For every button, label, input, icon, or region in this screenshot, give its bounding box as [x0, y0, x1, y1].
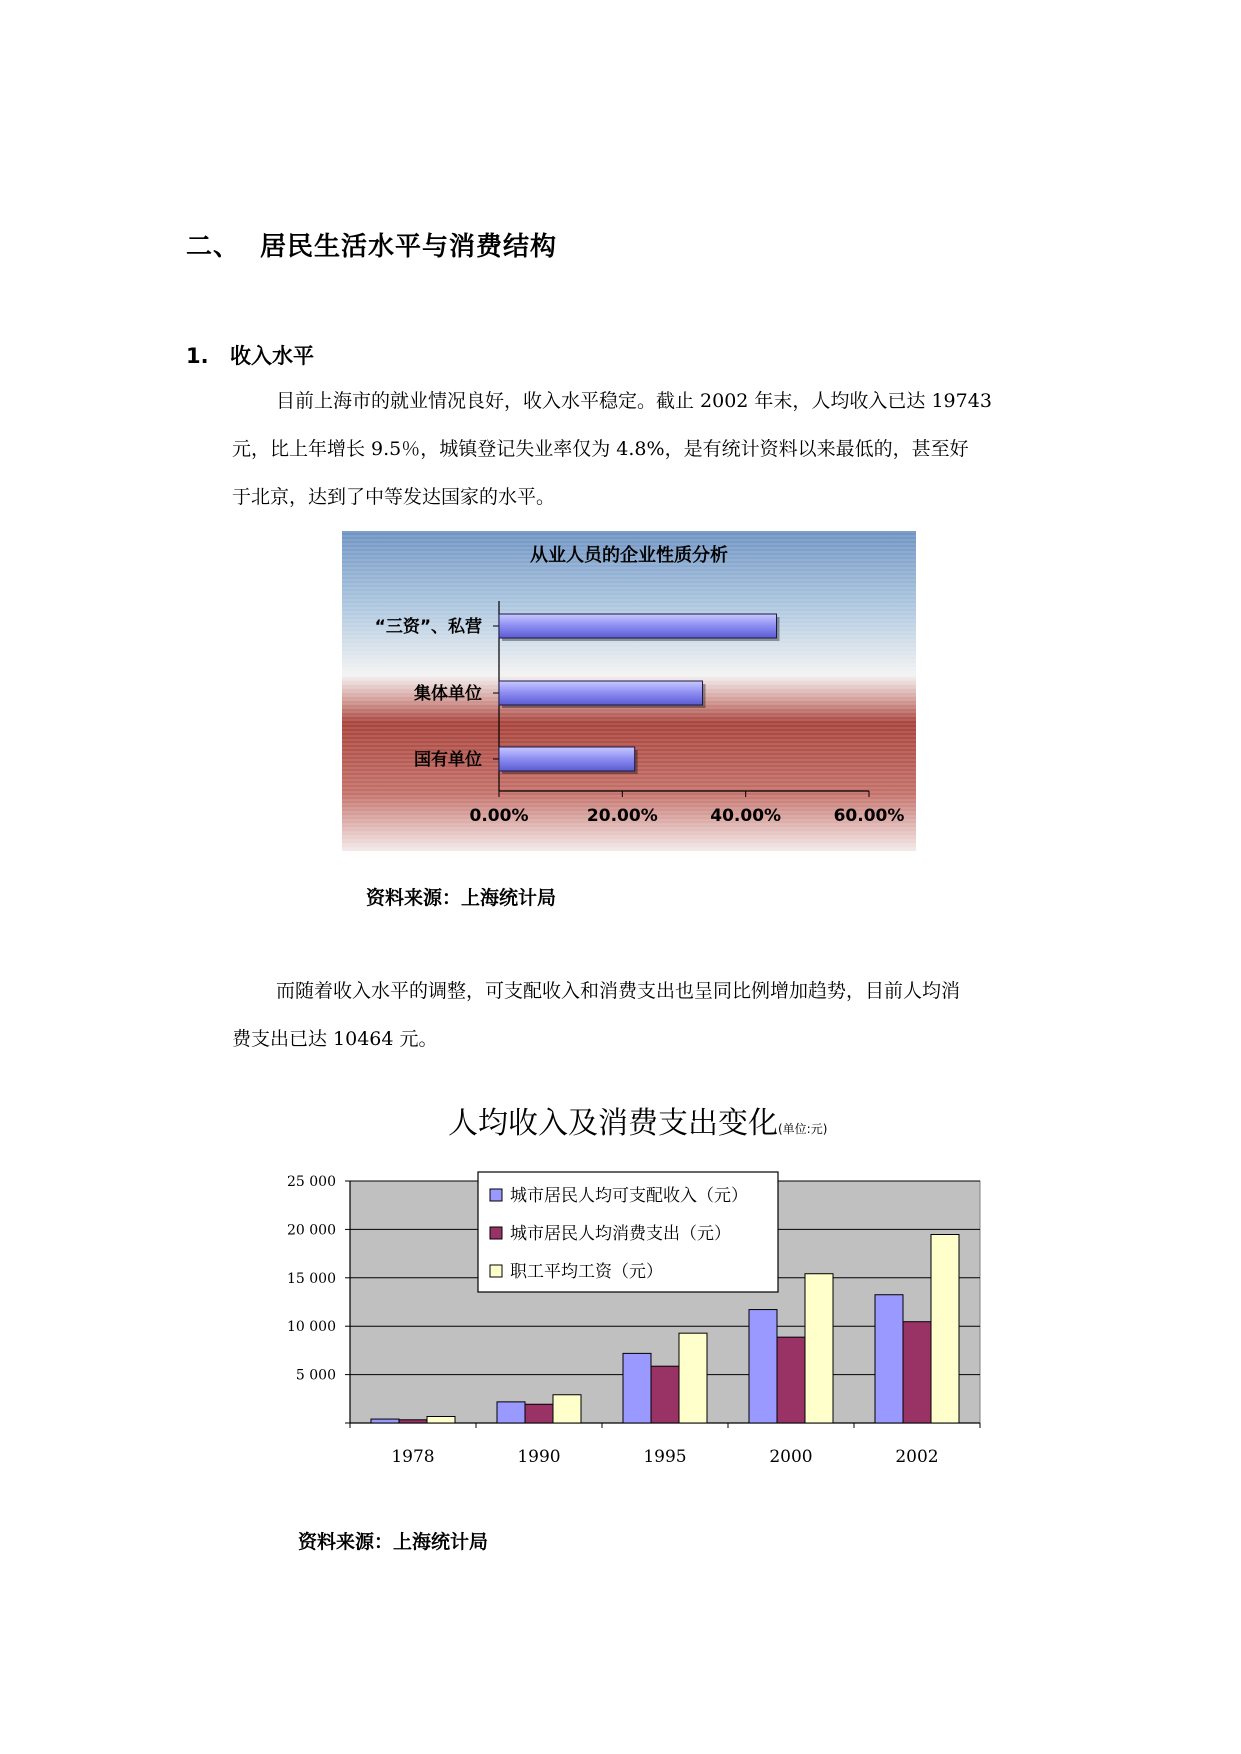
bar	[623, 1353, 651, 1423]
bar	[651, 1366, 679, 1423]
x-tick-label: 1990	[517, 1447, 561, 1467]
paragraph-line: 元，比上年增长 9.5％，城镇登记失业率仅为 4.8%，是有统计资料以来最低的，甚至好	[232, 438, 969, 460]
category-label: 国有单位	[414, 750, 482, 770]
paragraph-line: 目前上海市的就业情况良好，收入水平稳定。截止 2002 年末，人均收入已达 19743	[276, 390, 992, 412]
y-tick-label: 5 000	[295, 1367, 336, 1384]
source-note: 资料来源：上海统计局	[366, 887, 557, 909]
chart2-title-block	[448, 1098, 827, 1142]
income-spending-chart	[270, 1170, 1000, 1480]
bar	[931, 1235, 959, 1423]
paragraph-line: 而随着收入水平的调整，可支配收入和消费支出也呈同比例增加趋势，目前人均消	[276, 980, 961, 1002]
y-tick-label: 15 000	[287, 1270, 336, 1287]
bar	[499, 681, 703, 705]
bar	[497, 1402, 525, 1423]
chart-title: 从业人员的企业性质分析	[530, 545, 728, 566]
chart-unit-note: (单位:元)	[778, 1122, 828, 1136]
x-tick-label: 20.00%	[586, 806, 658, 826]
legend-swatch	[490, 1189, 502, 1201]
subsection-title: 收入水平	[230, 344, 314, 368]
y-tick-label: 10 000	[287, 1319, 336, 1336]
legend-swatch	[490, 1227, 502, 1239]
x-tick-label: 40.00%	[710, 806, 782, 826]
source-note: 资料来源：上海统计局	[298, 1531, 489, 1553]
bar	[399, 1420, 427, 1423]
bar	[499, 747, 635, 771]
employment-chart	[342, 531, 916, 851]
bar	[749, 1310, 777, 1423]
legend-swatch	[490, 1265, 502, 1277]
bar	[777, 1337, 805, 1423]
x-tick-label: 60.00%	[833, 806, 905, 826]
legend-label: 城市居民人均消费支出（元）	[510, 1224, 731, 1244]
legend-label: 城市居民人均可支配收入（元）	[510, 1186, 748, 1206]
bar	[553, 1395, 581, 1423]
category-label: “三资”、私营	[374, 617, 482, 637]
bar	[875, 1295, 903, 1423]
subsection-heading	[186, 340, 314, 370]
section-heading	[186, 226, 557, 263]
bar	[371, 1419, 399, 1423]
employment-chart-svg	[342, 531, 916, 851]
subsection-number: 1.	[186, 344, 209, 368]
bar	[427, 1416, 455, 1423]
chart-title: 人均收入及消费支出变化	[448, 1106, 778, 1141]
paragraph-line: 费支出已达 10464 元。	[232, 1028, 438, 1050]
x-tick-label: 2000	[769, 1447, 813, 1467]
x-tick-label: 1995	[643, 1447, 687, 1467]
x-tick-label: 1978	[391, 1447, 435, 1467]
y-tick-label: 25 000	[287, 1174, 336, 1190]
bar	[903, 1322, 931, 1423]
x-tick-label: 2002	[895, 1447, 939, 1467]
income-spending-chart-svg	[270, 1170, 1000, 1480]
x-tick-label: 0.00%	[469, 806, 529, 826]
bar	[679, 1333, 707, 1423]
category-label: 集体单位	[414, 684, 482, 704]
bar	[525, 1404, 553, 1423]
bar	[499, 614, 777, 638]
paragraph-line: 于北京，达到了中等发达国家的水平。	[232, 486, 556, 508]
bar	[805, 1274, 833, 1423]
y-tick-label: 20 000	[287, 1222, 336, 1239]
legend-label: 职工平均工资（元）	[510, 1262, 663, 1282]
section-title: 居民生活水平与消费结构	[260, 232, 558, 262]
section-number: 二、	[186, 232, 241, 262]
